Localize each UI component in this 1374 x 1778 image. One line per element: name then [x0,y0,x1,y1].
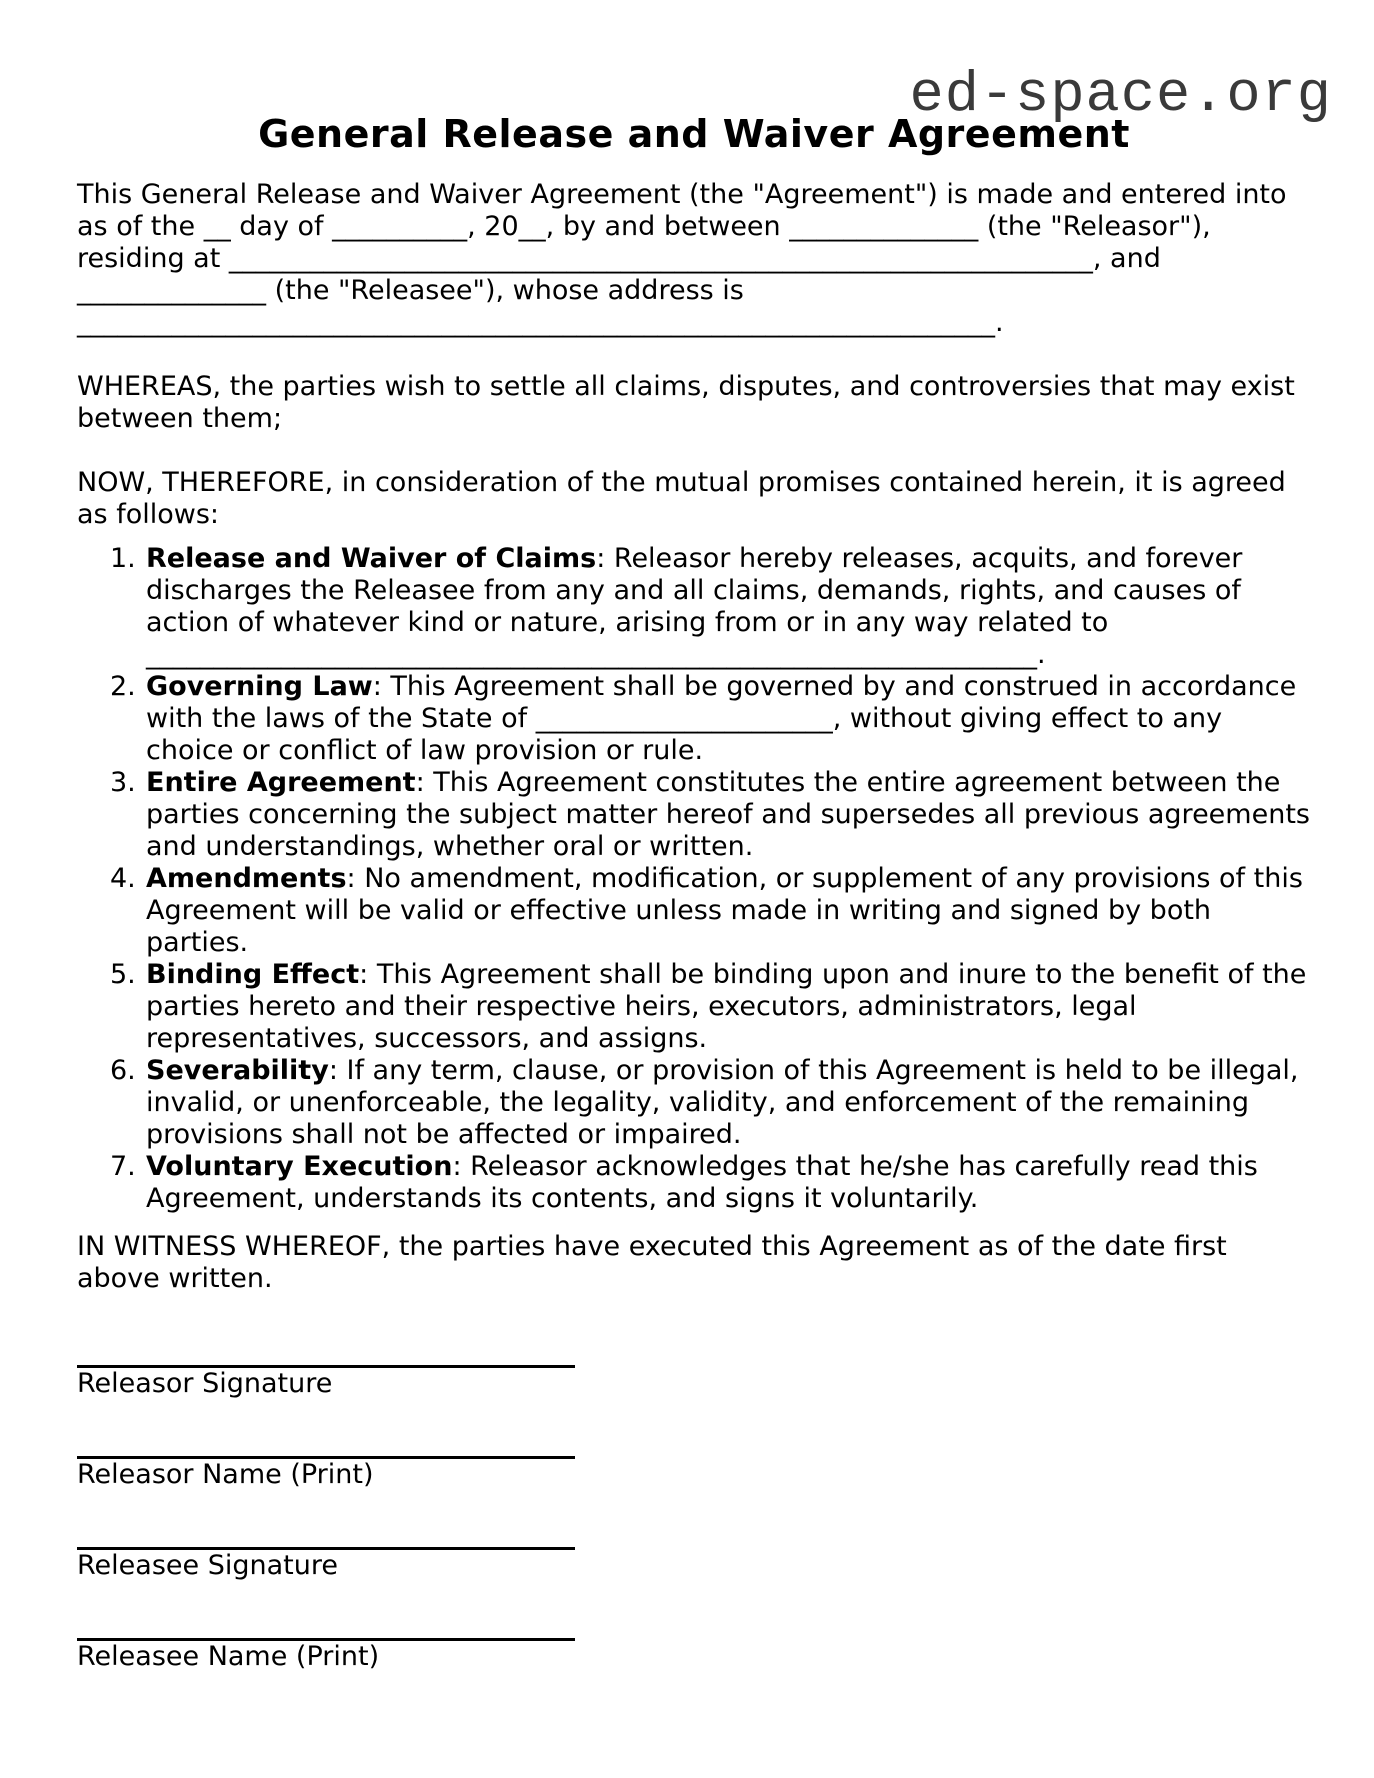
now-therefore-paragraph: NOW, THEREFORE, in consideration of the mutual promises contained herein, it is agreed as follows: [77,467,1286,530]
signature-block-releasor-signature [77,1365,1311,1400]
list-item-entire-agreement [77,767,1311,863]
list-item-heading: Entire Agreement [146,767,416,798]
list-item-number: 7. [110,1151,136,1182]
witness-paragraph: IN WITNESS WHEREOF, the parties have executed this Agreement as of the date first above written. [77,1231,1227,1294]
whereas-paragraph: WHEREAS, the parties wish to settle all claims, disputes, and controversies that may exist between them; [77,371,1295,434]
list-item-text: : This Agreement shall be binding upon and inure to the benefit of the parties hereto and their respective heirs, executors, administrators, legal representatives, successors, and assigns. [146,959,1307,1054]
list-item-heading: Severability [146,1055,329,1086]
list-item-text: : No amendment, modification, or supplement of any provisions of this Agreement will be valid or effective unless made in writing and signed by both parties. [146,863,1303,958]
site-logo: ed-space.org [909,64,1332,128]
signature-block-releasee-signature [77,1547,1311,1582]
list-item-text: : Releasor acknowledges that he/she has carefully read this Agreement, understands its contents, and signs it voluntarily. [146,1151,1258,1214]
list-item-number: 2. [110,671,136,702]
list-item-severability [77,1055,1311,1151]
signature-label: Releasor Name (Print) [77,1459,374,1490]
clause-list [77,543,1311,1215]
list-item-text: : This Agreement constitutes the entire agreement between the parties concerning the subject matter hereof and supersedes all previous agreements and understandings, whether oral or written. [146,767,1310,862]
list-item-amendments [77,863,1311,959]
list-item-heading: Voluntary Execution [146,1151,453,1182]
list-item-text: : Releasor hereby releases, acquits, and forever discharges the Releasee from any and all claims, demands, rights, and causes of action of whatever kind or nature, arising from or in any way related to __________________________________________________________________. [146,543,1243,670]
document-title: General Release and Waiver Agreement [258,112,1130,156]
signature-block-releasor-name [77,1456,1311,1491]
list-item-number: 4. [110,863,136,894]
list-item-heading: Governing Law [146,671,373,702]
list-item-voluntary-execution [77,1151,1311,1215]
list-item-number: 5. [110,959,136,990]
list-item-heading: Amendments [146,863,347,894]
list-item-number: 6. [110,1055,136,1086]
list-item-text: : This Agreement shall be governed by and construed in accordance with the laws of the State of ______________________, without giving effect to any choice or conflict of law provision or rule. [146,671,1297,766]
intro-paragraph: This General Release and Waiver Agreement (the "Agreement") is made and entered into as of the __ day of __________, 20__, by and between ______________ (the "Releasor"), residing at ________________________________________________________________, and ______________ (the "Releasee"), whose address is ____________________________________________________________________. [77,179,1287,338]
signature-label: Releasee Signature [77,1550,338,1581]
list-item-release-and-waiver [77,543,1311,671]
signature-block-releasee-name [77,1638,1311,1673]
signature-label: Releasor Signature [77,1368,333,1399]
list-item-binding-effect [77,959,1311,1055]
list-item-number: 1. [110,543,136,574]
list-item-text: : If any term, clause, or provision of this Agreement is held to be illegal, invalid, or unenforceable, the legality, validity, and enforcement of the remaining provisions shall not be affected or impaired. [146,1055,1299,1150]
list-item-heading: Release and Waiver of Claims [146,543,597,574]
signature-label: Releasee Name (Print) [77,1641,380,1672]
list-item-governing-law [77,671,1311,767]
list-item-number: 3. [110,767,136,798]
list-item-heading: Binding Effect [146,959,360,990]
